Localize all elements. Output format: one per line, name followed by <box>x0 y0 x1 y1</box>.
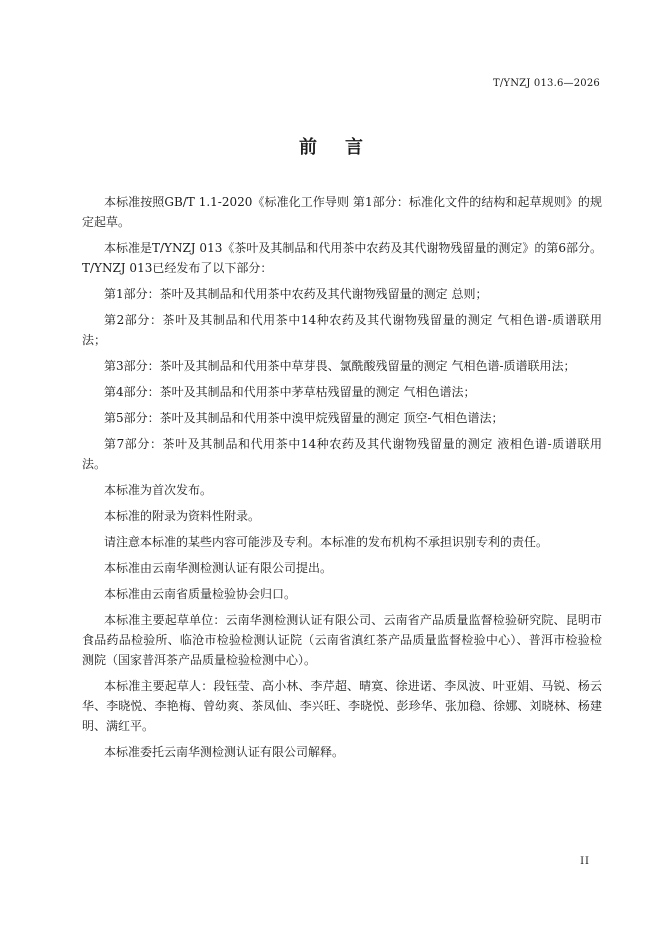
paragraph-proposer: 本标准由云南华测检测认证有限公司提出。 <box>104 561 333 575</box>
paragraph-administrator: 本标准由云南省质量检验协会归口。 <box>104 587 297 601</box>
paragraph-drafting-units: 本标准主要起草单位：云南华测检测认证有限公司、云南省产品质量监督检验研究院、昆明市食品药品检验所、临沧市检验检测认证院（云南省滇红茶产品质量监督检验中心）、普洱市检验检测院（国家普洱茶产品质量检验检测中心）。 <box>82 613 602 667</box>
document-code: T/YNZJ 013.6—2026 <box>492 78 600 89</box>
paragraph-drafting-rules: 本标准按照GB/T 1.1-2020《标准化工作导则 第1部分：标准化文件的结构和起草规则》的规定起草。 <box>82 195 602 229</box>
list-item-part-7: 第7部分：茶叶及其制品和代用茶中14种农药及其代谢物残留量的测定 液相色谱-质谱联用法。 <box>82 437 602 471</box>
page-number: II <box>580 856 590 867</box>
paragraph-first-release: 本标准为首次发布。 <box>104 483 213 497</box>
paragraph-series-intro: 本标准是T/YNZJ 013《茶叶及其制品和代用茶中农药及其代谢物残留量的测定》的第6部分。T/YNZJ 013已经发布了以下部分： <box>82 241 602 275</box>
foreword-body <box>82 192 602 768</box>
paragraph-appendix-note: 本标准的附录为资料性附录。 <box>104 509 261 523</box>
page-title: 前言 <box>299 137 391 158</box>
list-item-part-3: 第3部分：茶叶及其制品和代用茶中草芽畏、氯酰酸残留量的测定 气相色谱-质谱联用法； <box>104 359 576 373</box>
list-item-part-1: 第1部分：茶叶及其制品和代用茶中农药及其代谢物残留量的测定 总则； <box>104 287 488 301</box>
list-item-part-2: 第2部分：茶叶及其制品和代用茶中14种农药及其代谢物残留量的测定 气相色谱-质谱联用法； <box>82 313 602 347</box>
paragraph-patent-note: 请注意本标准的某些内容可能涉及专利。本标准的发布机构不承担识别专利的责任。 <box>104 535 549 549</box>
list-item-part-5: 第5部分：茶叶及其制品和代用茶中溴甲烷残留量的测定 顶空-气相色谱法； <box>104 411 504 425</box>
paragraph-drafters: 本标准主要起草人：段钰莹、高小林、李芹超、晴寞、徐进诺、李凤波、叶亚娟、马锐、杨云华、李晓悦、李艳梅、曾幼爽、茶凤仙、李兴旺、李晓悦、彭珍华、张加稳、徐娜、刘晓林、杨建明、满红平。 <box>82 679 602 733</box>
list-item-part-4: 第4部分：茶叶及其制品和代用茶中茅草枯残留量的测定 气相色谱法； <box>104 385 476 399</box>
paragraph-interpretation: 本标准委托云南华测检测认证有限公司解释。 <box>104 745 345 759</box>
